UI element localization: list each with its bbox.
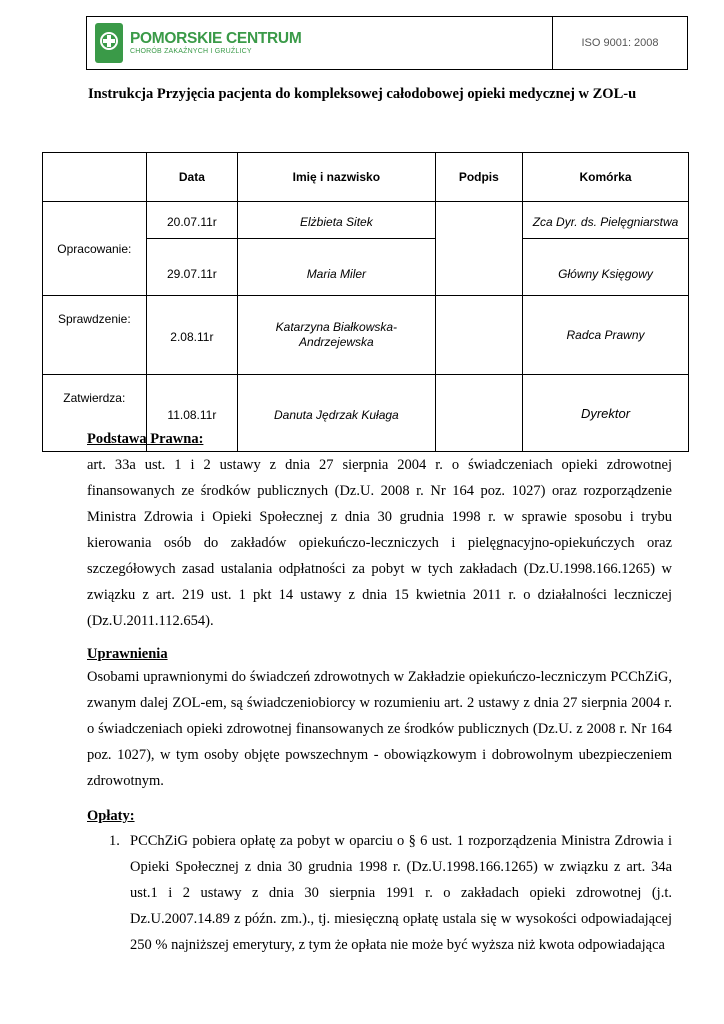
row-label-zatwierdza: Zatwierdza: <box>43 375 147 452</box>
table-row <box>43 202 689 239</box>
iso-label: ISO 9001: 2008 <box>581 37 659 49</box>
section-heading: Opłaty: <box>87 808 135 824</box>
section-heading: Uprawnienia <box>87 646 168 662</box>
date-cell: 20.07.11r <box>146 202 237 239</box>
section-uprawnienia <box>87 644 672 794</box>
unit-cell: Zca Dyr. ds. Pielęgniarstwa <box>523 202 689 239</box>
section-heading: Podstawa Prawna: <box>87 431 204 447</box>
header-empty <box>43 153 147 202</box>
table-header-row <box>43 153 689 202</box>
section-oplaty <box>87 803 672 829</box>
approval-table <box>42 152 689 452</box>
document-header <box>86 16 688 70</box>
list-text: PCChZiG pobiera opłatę za pobyt w oparciu o § 6 ust. 1 rozporządzenia Ministra Zdrowia i Opieki Społecznej z dnia 30 grudnia 1998 r. (Dz.U.1998.166.1265) w związku z art. 34a ust.1 i 2 ustawy z dnia 30 sierpnia 1991 r. o zakładach opieki zdrowotnej (j.t. Dz.U.2007.14.89 z późn. zm.)., tj. miesięczną opłatę ustala się w wysokości odpowiadającej 250 % najniższej emerytury, z tym że opłata nie może być wyższa niż kwota odpowiadająca <box>130 833 672 953</box>
header-data: Data <box>146 153 237 202</box>
date-cell: 29.07.11r <box>146 239 237 296</box>
unit-cell: Dyrektor <box>523 375 689 452</box>
name-cell: Danuta Jędrzak Kułaga <box>238 375 435 452</box>
name-cell: Katarzyna Białkowska- Andrzejewska <box>238 296 435 375</box>
section-text: Osobami uprawnionymi do świadczeń zdrowotnych w Zakładzie opiekuńczo-leczniczym PCChZiG, zwanym dalej ZOL-em, są świadczeniobiorcy w rozumieniu art. 2 ustawy z dnia 27 sierpnia 2004 r. o świadczeniach opieki zdrowotnej finansowanych ze środków publicznych (Dz.U. z 2008 r. Nr 164 poz. 1027), w tym osoby objęte powszechnym - obowiązkowym i dobrowolnym ubezpieczeniem zdrowotnym. <box>87 669 672 789</box>
unit-cell: Główny Księgowy <box>523 239 689 296</box>
name-cell: Elżbieta Sitek <box>238 202 435 239</box>
header-signature: Podpis <box>435 153 522 202</box>
row-label-sprawdzenie: Sprawdzenie: <box>43 296 147 375</box>
signature-cell <box>435 202 522 296</box>
row-label-opracowanie: Opracowanie: <box>43 202 147 296</box>
page-title: Instrukcja Przyjęcia pacjenta do kompleksowej całodobowej opieki medycznej w ZOL-u <box>88 86 637 102</box>
table-row <box>43 296 689 375</box>
section-podstawa <box>87 426 672 634</box>
cross-logo-icon <box>95 23 123 63</box>
unit-cell: Radca Prawny <box>523 296 689 375</box>
list-item <box>87 828 672 958</box>
logo-text <box>130 31 301 56</box>
logo-line2: CHORÓB ZAKAŹNYCH I GRUŹLICY <box>130 48 252 56</box>
section-text: art. 33a ust. 1 i 2 ustawy z dnia 27 sierpnia 2004 r. o świadczeniach opieki zdrowotnej finansowanych ze środków publicznych (Dz.U. 2008 r. Nr 164 poz. 1027) oraz rozporządzenie Ministra Zdrowia i Opieki Społecznej z dnia 30 grudnia 1998 r. w sprawie sposobu i trybu kierowania osób do zakładów opiekuńczo-leczniczych i pielęgnacyjno-opiekuńczych oraz szczegółowych zasad ustalania odpłatności za pobyt w tych zakładach (Dz.U.1998.166.1265) w związku z art. 219 ust. 1 pkt 14 ustawy z dnia 15 kwietnia 2011 r. o działalności leczniczej (Dz.U.2011.112.654). <box>87 457 672 629</box>
date-cell: 11.08.11r <box>146 375 237 452</box>
list-number: 1. <box>109 833 120 849</box>
signature-cell <box>435 296 522 375</box>
date-cell: 2.08.11r <box>146 296 237 375</box>
logo-line1: POMORSKIE CENTRUM <box>130 29 302 47</box>
name-cell: Maria Miler <box>238 239 435 296</box>
header-unit: Komórka <box>523 153 689 202</box>
logo-cell <box>87 17 553 69</box>
header-name: Imię i nazwisko <box>238 153 435 202</box>
